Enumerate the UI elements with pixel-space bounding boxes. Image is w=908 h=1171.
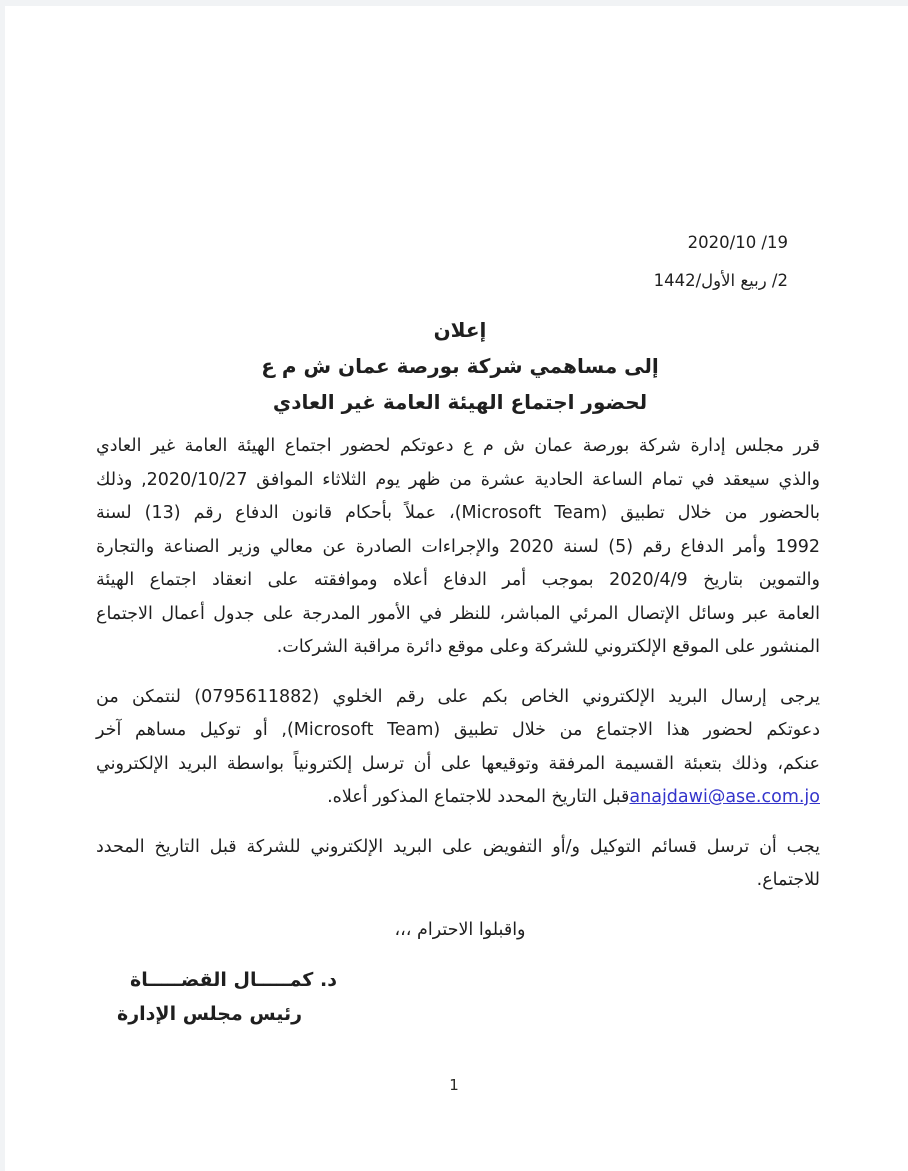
text-line: دعوتكم لحضور هذا الاجتماع من خلال تطبيق (Microsoft Team), أو توكيل مساهم آخر xyxy=(96,720,820,740)
text-line: عنكم، وذلك بتعبئة القسيمة المرفقة وتوقيعها على أن ترسل إلكترونياً بواسطة البريد الإلكتروني xyxy=(96,753,820,774)
closing-salutation: واقبلوا الاحترام ،،، xyxy=(394,919,526,940)
text-line: للاجتماع. xyxy=(756,870,820,890)
after-email-text: قبل التاريخ المحدد للاجتماع المذكور أعلاه. xyxy=(327,787,630,807)
heading-recipients: إلى مساهمي شركة بورصة عمان ش م ع xyxy=(261,354,659,378)
heading-meeting-type: لحضور اجتماع الهيئة العامة غير العادي xyxy=(272,390,648,414)
text-line: والذي سيعقد في تمام الساعة الحادية عشرة من ظهر يوم الثلاثاء الموافق 2020/10/27, وذلك xyxy=(96,469,821,490)
date-block xyxy=(0,232,788,292)
paragraph-email-instructions xyxy=(96,681,820,815)
heading-announcement-word: إعلان xyxy=(433,318,487,342)
paragraph-meeting-decision xyxy=(96,430,820,665)
page-number: 1 xyxy=(449,1076,459,1094)
text-line-with-email xyxy=(96,781,820,815)
text-line: المنشور على الموقع الإلكتروني للشركة وعلى موقع دائرة مراقبة الشركات. xyxy=(276,637,820,657)
email-link[interactable]: anajdawi@ase.com.jo xyxy=(629,787,820,807)
signature-title: رئيس مجلس الإدارة xyxy=(117,1003,303,1025)
document-page xyxy=(0,6,908,1031)
signature-block xyxy=(0,963,908,1031)
paragraph-proxy-forms xyxy=(96,831,820,898)
signature-name: د. كمـــــال القضـــــاة xyxy=(130,969,337,991)
date-hijri: 2/ ربيع الأول/1442 xyxy=(653,271,788,290)
text-line: بالحضور من خلال تطبيق (Microsoft Team)، عملاً بأحكام قانون الدفاع رقم (13) لسنة xyxy=(96,503,820,523)
text-line: قرر مجلس إدارة شركة بورصة عمان ش م ع دعوتكم لحضور اجتماع الهيئة العامة غير العادي xyxy=(96,436,820,456)
announcement-heading xyxy=(100,312,820,420)
date-gregorian: 2020/10 /19 xyxy=(687,233,788,252)
text-line: يرجى إرسال البريد الإلكتروني الخاص بكم على رقم الخلوي (0795611882) لنتمكن من xyxy=(96,686,820,707)
text-line: 1992 وأمر الدفاع رقم (5) لسنة 2020 والإجراءات الصادرة عن معالي وزير الصناعة والتجارة xyxy=(96,536,820,557)
text-line: يجب أن ترسل قسائم التوكيل و/أو التفويض على البريد الإلكتروني للشركة قبل التاريخ المحدد xyxy=(96,836,820,857)
text-line: العامة عبر وسائل الإتصال المرئي المباشر، للنظر في الأمور المدرجة على جدول أعمال الاجتماع xyxy=(96,603,820,624)
text-line: والتموين بتاريخ 2020/4/9 بموجب أمر الدفاع أعلاه وموافقته على انعقاد اجتماع الهيئة xyxy=(96,570,820,590)
